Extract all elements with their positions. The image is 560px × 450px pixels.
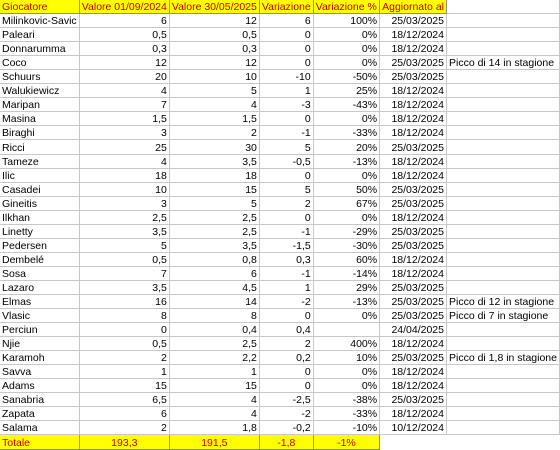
table-row [0, 393, 560, 407]
updated-date-cell[interactable]: 18/12/2024 [380, 210, 447, 224]
updated-date-cell[interactable]: 25/03/2025 [380, 351, 447, 365]
table-row [0, 266, 560, 280]
variation-cell[interactable]: 0 [259, 365, 313, 379]
updated-date-cell[interactable]: 25/03/2025 [380, 70, 447, 84]
value-start-cell[interactable]: 1 [79, 365, 169, 379]
value-start-cell[interactable]: 3 [79, 196, 169, 210]
table-row [0, 337, 560, 351]
value-start-cell[interactable]: 1,5 [79, 112, 169, 126]
updated-date-cell[interactable]: 25/03/2025 [380, 294, 447, 308]
variation-cell[interactable]: 0,3 [259, 252, 313, 266]
variation-cell[interactable]: 1 [259, 84, 313, 98]
value-end-cell[interactable]: 1 [169, 365, 259, 379]
updated-date-cell[interactable]: 18/12/2024 [380, 365, 447, 379]
variation-cell[interactable]: -1 [259, 224, 313, 238]
variation-cell[interactable]: -0,2 [259, 421, 313, 435]
value-start-cell[interactable]: 3 [79, 126, 169, 140]
value-start-cell[interactable]: 2,5 [79, 210, 169, 224]
variation-cell[interactable]: 5 [259, 182, 313, 196]
updated-date-cell[interactable]: 25/03/2025 [380, 238, 447, 252]
player-name-cell[interactable]: Pedersen [0, 238, 79, 252]
player-name-cell[interactable]: Casadei [0, 182, 79, 196]
variation-percent-cell[interactable]: -33% [313, 407, 379, 421]
updated-date-cell[interactable]: 18/12/2024 [380, 42, 447, 56]
value-end-cell[interactable]: 4,5 [169, 280, 259, 294]
table-row [0, 252, 560, 266]
note-cell[interactable]: Picco di 7 in stagione [447, 309, 560, 323]
player-name-cell[interactable]: Ilic [0, 168, 79, 182]
updated-date-cell[interactable]: 18/12/2024 [380, 407, 447, 421]
player-name-cell[interactable]: Perciun [0, 323, 79, 337]
total-value-end-cell[interactable]: 191,5 [169, 435, 259, 449]
table-row [0, 323, 560, 337]
value-start-cell[interactable]: 4 [79, 84, 169, 98]
value-end-cell[interactable]: 15 [169, 182, 259, 196]
variation-percent-cell[interactable]: 50% [313, 182, 379, 196]
value-start-cell[interactable]: 0,5 [79, 28, 169, 42]
player-name-cell[interactable]: Adams [0, 379, 79, 393]
value-end-cell[interactable]: 2,5 [169, 224, 259, 238]
total-row [0, 435, 560, 449]
variation-cell[interactable]: 0 [259, 210, 313, 224]
updated-date-cell[interactable]: 18/12/2024 [380, 168, 447, 182]
updated-date-cell[interactable]: 18/12/2024 [380, 112, 447, 126]
note-cell[interactable] [447, 196, 560, 210]
variation-percent-cell[interactable] [313, 323, 379, 337]
table-row [0, 70, 560, 84]
variation-cell[interactable]: 0,4 [259, 323, 313, 337]
variation-percent-cell[interactable]: 20% [313, 140, 379, 154]
updated-date-cell[interactable]: 18/12/2024 [380, 126, 447, 140]
value-end-cell[interactable]: 0,5 [169, 28, 259, 42]
table-row [0, 379, 560, 393]
value-start-cell[interactable]: 0,3 [79, 42, 169, 56]
variation-percent-cell[interactable]: 0% [313, 309, 379, 323]
value-start-cell[interactable]: 8 [79, 309, 169, 323]
updated-date-cell[interactable]: 25/03/2025 [380, 196, 447, 210]
variation-cell[interactable]: 0 [259, 28, 313, 42]
table-row [0, 309, 560, 323]
value-end-cell[interactable]: 2,5 [169, 210, 259, 224]
value-start-cell[interactable]: 6,5 [79, 393, 169, 407]
updated-date-cell[interactable]: 18/12/2024 [380, 379, 447, 393]
table-row [0, 196, 560, 210]
variation-percent-cell[interactable]: -30% [313, 238, 379, 252]
updated-date-cell[interactable]: 18/12/2024 [380, 337, 447, 351]
table-row [0, 42, 560, 56]
table-row [0, 280, 560, 294]
note-cell[interactable] [447, 182, 560, 196]
variation-percent-cell[interactable]: 0% [313, 365, 379, 379]
note-cell[interactable] [447, 28, 560, 42]
variation-cell[interactable]: 0 [259, 42, 313, 56]
note-cell[interactable] [447, 70, 560, 84]
updated-date-cell[interactable]: 24/04/2025 [380, 323, 447, 337]
table-row [0, 154, 560, 168]
table-row [0, 238, 560, 252]
value-start-cell[interactable]: 18 [79, 168, 169, 182]
variation-cell[interactable]: 1 [259, 280, 313, 294]
variation-percent-cell[interactable]: -43% [313, 98, 379, 112]
updated-date-cell[interactable]: 25/03/2025 [380, 224, 447, 238]
table-row [0, 294, 560, 308]
total-variation-cell[interactable]: -1,8 [259, 435, 313, 449]
variation-cell[interactable]: -2 [259, 294, 313, 308]
updated-date-cell[interactable]: 18/12/2024 [380, 154, 447, 168]
note-cell[interactable] [447, 14, 560, 28]
note-cell[interactable] [447, 280, 560, 294]
note-cell[interactable] [447, 140, 560, 154]
table-row [0, 210, 560, 224]
player-name-cell[interactable]: Donnarumma [0, 42, 79, 56]
table-row [0, 98, 560, 112]
player-name-cell[interactable]: Milinkovic-Savic [0, 14, 79, 28]
player-name-cell[interactable]: Karamoh [0, 351, 79, 365]
header-cell-variazione[interactable]: Variazione [259, 0, 313, 14]
note-cell[interactable] [447, 126, 560, 140]
total-value-start-cell[interactable]: 193,3 [79, 435, 169, 449]
updated-date-cell[interactable]: 18/12/2024 [380, 28, 447, 42]
value-start-cell[interactable]: 6 [79, 407, 169, 421]
note-cell[interactable] [447, 407, 560, 421]
note-cell[interactable] [447, 421, 560, 435]
value-end-cell[interactable]: 0,3 [169, 42, 259, 56]
value-end-cell[interactable]: 8 [169, 309, 259, 323]
total-label-cell[interactable]: Totale [0, 435, 79, 449]
note-cell[interactable] [447, 224, 560, 238]
value-end-cell[interactable]: 18 [169, 168, 259, 182]
variation-cell[interactable]: -2 [259, 407, 313, 421]
player-name-cell[interactable]: Paleari [0, 28, 79, 42]
variation-percent-cell[interactable]: -13% [313, 294, 379, 308]
variation-percent-cell[interactable]: -29% [313, 224, 379, 238]
variation-cell[interactable]: -2,5 [259, 393, 313, 407]
value-end-cell[interactable]: 0,4 [169, 323, 259, 337]
value-end-cell[interactable]: 12 [169, 14, 259, 28]
value-end-cell[interactable]: 2 [169, 126, 259, 140]
player-name-cell[interactable]: Masina [0, 112, 79, 126]
note-cell[interactable]: Picco di 1,8 in stagione [447, 351, 560, 365]
note-cell[interactable] [447, 42, 560, 56]
variation-percent-cell[interactable]: -50% [313, 70, 379, 84]
value-start-cell[interactable]: 25 [79, 140, 169, 154]
value-end-cell[interactable]: 4 [169, 407, 259, 421]
value-start-cell[interactable]: 0,5 [79, 337, 169, 351]
variation-cell[interactable]: 0,2 [259, 351, 313, 365]
variation-percent-cell[interactable]: -14% [313, 266, 379, 280]
value-end-cell[interactable]: 2,2 [169, 351, 259, 365]
value-start-cell[interactable]: 5 [79, 238, 169, 252]
player-name-cell[interactable]: Linetty [0, 224, 79, 238]
updated-date-cell[interactable]: 25/03/2025 [380, 14, 447, 28]
note-cell[interactable] [447, 393, 560, 407]
note-cell[interactable] [447, 379, 560, 393]
table-row [0, 407, 560, 421]
variation-cell[interactable]: -3 [259, 98, 313, 112]
updated-date-cell[interactable]: 25/03/2025 [380, 140, 447, 154]
player-name-cell[interactable]: Dembelé [0, 252, 79, 266]
empty-cell[interactable] [380, 435, 447, 449]
variation-cell[interactable]: -1,5 [259, 238, 313, 252]
variation-cell[interactable]: 0 [259, 56, 313, 70]
value-end-cell[interactable]: 30 [169, 140, 259, 154]
player-name-cell[interactable]: Schuurs [0, 70, 79, 84]
player-name-cell[interactable]: Maripan [0, 98, 79, 112]
note-cell[interactable]: Picco di 14 in stagione [447, 56, 560, 70]
variation-percent-cell[interactable]: 0% [313, 42, 379, 56]
table-row [0, 351, 560, 365]
variation-percent-cell[interactable]: 25% [313, 84, 379, 98]
value-start-cell[interactable]: 3,5 [79, 280, 169, 294]
variation-percent-cell[interactable]: -10% [313, 421, 379, 435]
updated-date-cell[interactable]: 25/03/2025 [380, 280, 447, 294]
note-cell[interactable] [447, 154, 560, 168]
value-start-cell[interactable]: 7 [79, 266, 169, 280]
value-start-cell[interactable]: 2 [79, 421, 169, 435]
variation-cell[interactable]: 2 [259, 337, 313, 351]
table-row [0, 182, 560, 196]
value-start-cell[interactable]: 16 [79, 294, 169, 308]
variation-percent-cell[interactable]: 0% [313, 28, 379, 42]
updated-date-cell[interactable]: 18/12/2024 [380, 266, 447, 280]
value-end-cell[interactable]: 1,8 [169, 421, 259, 435]
player-name-cell[interactable]: Zapata [0, 407, 79, 421]
value-end-cell[interactable]: 15 [169, 379, 259, 393]
variation-percent-cell[interactable]: 400% [313, 337, 379, 351]
player-name-cell[interactable]: Biraghi [0, 126, 79, 140]
total-variation-percent-cell[interactable]: -1% [313, 435, 379, 449]
variation-cell[interactable]: -1 [259, 266, 313, 280]
table-row [0, 28, 560, 42]
variation-percent-cell[interactable]: 0% [313, 112, 379, 126]
note-cell[interactable] [447, 337, 560, 351]
value-start-cell[interactable]: 7 [79, 98, 169, 112]
table-row [0, 421, 560, 435]
variation-cell[interactable]: -1 [259, 126, 313, 140]
variation-cell[interactable]: 6 [259, 14, 313, 28]
note-cell[interactable] [447, 238, 560, 252]
variation-percent-cell[interactable]: 60% [313, 252, 379, 266]
updated-date-cell[interactable]: 25/03/2025 [380, 393, 447, 407]
updated-date-cell[interactable]: 18/12/2024 [380, 84, 447, 98]
header-cell-giocatore[interactable]: Giocatore [0, 0, 79, 14]
value-end-cell[interactable]: 3,5 [169, 154, 259, 168]
variation-cell[interactable]: 0 [259, 168, 313, 182]
variation-percent-cell[interactable]: 0% [313, 379, 379, 393]
variation-cell[interactable]: 5 [259, 140, 313, 154]
variation-percent-cell[interactable]: 100% [313, 14, 379, 28]
updated-date-cell[interactable]: 25/03/2025 [380, 309, 447, 323]
table-row [0, 168, 560, 182]
header-cell-aggiornato[interactable]: Aggiornato al [380, 0, 447, 14]
variation-percent-cell[interactable]: 67% [313, 196, 379, 210]
header-row [0, 0, 560, 14]
variation-percent-cell[interactable]: -13% [313, 154, 379, 168]
note-cell[interactable] [447, 266, 560, 280]
table-row [0, 14, 560, 28]
value-end-cell[interactable]: 5 [169, 196, 259, 210]
table-row [0, 140, 560, 154]
value-end-cell[interactable]: 5 [169, 84, 259, 98]
variation-cell[interactable]: -10 [259, 70, 313, 84]
header-cell-valore-inizio[interactable]: Valore 01/09/2024 [79, 0, 169, 14]
player-name-cell[interactable]: Tameze [0, 154, 79, 168]
variation-percent-cell[interactable]: 0% [313, 56, 379, 70]
player-name-cell[interactable]: Vlasic [0, 309, 79, 323]
variation-cell[interactable]: 2 [259, 196, 313, 210]
header-cell-empty[interactable] [447, 0, 560, 14]
note-cell[interactable] [447, 168, 560, 182]
player-name-cell[interactable]: Sanabria [0, 393, 79, 407]
note-cell[interactable] [447, 365, 560, 379]
variation-percent-cell[interactable]: -38% [313, 393, 379, 407]
variation-percent-cell[interactable]: 10% [313, 351, 379, 365]
variation-cell[interactable]: 0 [259, 309, 313, 323]
value-end-cell[interactable]: 0,8 [169, 252, 259, 266]
player-name-cell[interactable]: Gineitis [0, 196, 79, 210]
value-end-cell[interactable]: 2,5 [169, 337, 259, 351]
value-start-cell[interactable]: 12 [79, 56, 169, 70]
updated-date-cell[interactable]: 25/03/2025 [380, 56, 447, 70]
value-start-cell[interactable]: 2 [79, 351, 169, 365]
value-end-cell[interactable]: 1,5 [169, 112, 259, 126]
note-cell[interactable] [447, 252, 560, 266]
value-start-cell[interactable]: 4 [79, 154, 169, 168]
value-end-cell[interactable]: 6 [169, 266, 259, 280]
player-name-cell[interactable]: Njie [0, 337, 79, 351]
variation-percent-cell[interactable]: 0% [313, 168, 379, 182]
empty-cell[interactable] [447, 435, 560, 449]
table-row [0, 126, 560, 140]
updated-date-cell[interactable]: 25/03/2025 [380, 182, 447, 196]
note-cell[interactable] [447, 323, 560, 337]
table-row [0, 56, 560, 70]
player-name-cell[interactable]: Ilkhan [0, 210, 79, 224]
player-name-cell[interactable]: Coco [0, 56, 79, 70]
value-start-cell[interactable]: 20 [79, 70, 169, 84]
player-name-cell[interactable]: Ricci [0, 140, 79, 154]
player-name-cell[interactable]: Lazaro [0, 280, 79, 294]
variation-cell[interactable]: -0,5 [259, 154, 313, 168]
value-start-cell[interactable]: 6 [79, 14, 169, 28]
value-end-cell[interactable]: 4 [169, 98, 259, 112]
value-end-cell[interactable]: 3,5 [169, 238, 259, 252]
note-cell[interactable] [447, 112, 560, 126]
variation-percent-cell[interactable]: 29% [313, 280, 379, 294]
variation-cell[interactable]: 0 [259, 112, 313, 126]
table-row [0, 112, 560, 126]
updated-date-cell[interactable]: 18/12/2024 [380, 252, 447, 266]
table-row [0, 224, 560, 238]
value-end-cell[interactable]: 10 [169, 70, 259, 84]
value-start-cell[interactable]: 10 [79, 182, 169, 196]
player-name-cell[interactable]: Elmas [0, 294, 79, 308]
variation-percent-cell[interactable]: 0% [313, 210, 379, 224]
header-cell-valore-fine[interactable]: Valore 30/05/2025 [169, 0, 259, 14]
player-name-cell[interactable]: Walukiewicz [0, 84, 79, 98]
updated-date-cell[interactable]: 18/12/2024 [380, 98, 447, 112]
player-name-cell[interactable]: Savva [0, 365, 79, 379]
value-end-cell[interactable]: 4 [169, 393, 259, 407]
variation-cell[interactable]: 0 [259, 379, 313, 393]
table-row [0, 84, 560, 98]
value-end-cell[interactable]: 12 [169, 56, 259, 70]
value-start-cell[interactable]: 3,5 [79, 224, 169, 238]
updated-date-cell[interactable]: 10/12/2024 [380, 421, 447, 435]
table-row [0, 365, 560, 379]
player-name-cell[interactable]: Salama [0, 421, 79, 435]
value-end-cell[interactable]: 14 [169, 294, 259, 308]
note-cell[interactable] [447, 98, 560, 112]
note-cell[interactable] [447, 210, 560, 224]
note-cell[interactable]: Picco di 12 in stagione [447, 294, 560, 308]
note-cell[interactable] [447, 84, 560, 98]
value-start-cell[interactable]: 0 [79, 323, 169, 337]
value-start-cell[interactable]: 0,5 [79, 252, 169, 266]
variation-percent-cell[interactable]: -33% [313, 126, 379, 140]
player-name-cell[interactable]: Sosa [0, 266, 79, 280]
header-cell-variazione-percent[interactable]: Variazione % [313, 0, 379, 14]
value-start-cell[interactable]: 15 [79, 379, 169, 393]
